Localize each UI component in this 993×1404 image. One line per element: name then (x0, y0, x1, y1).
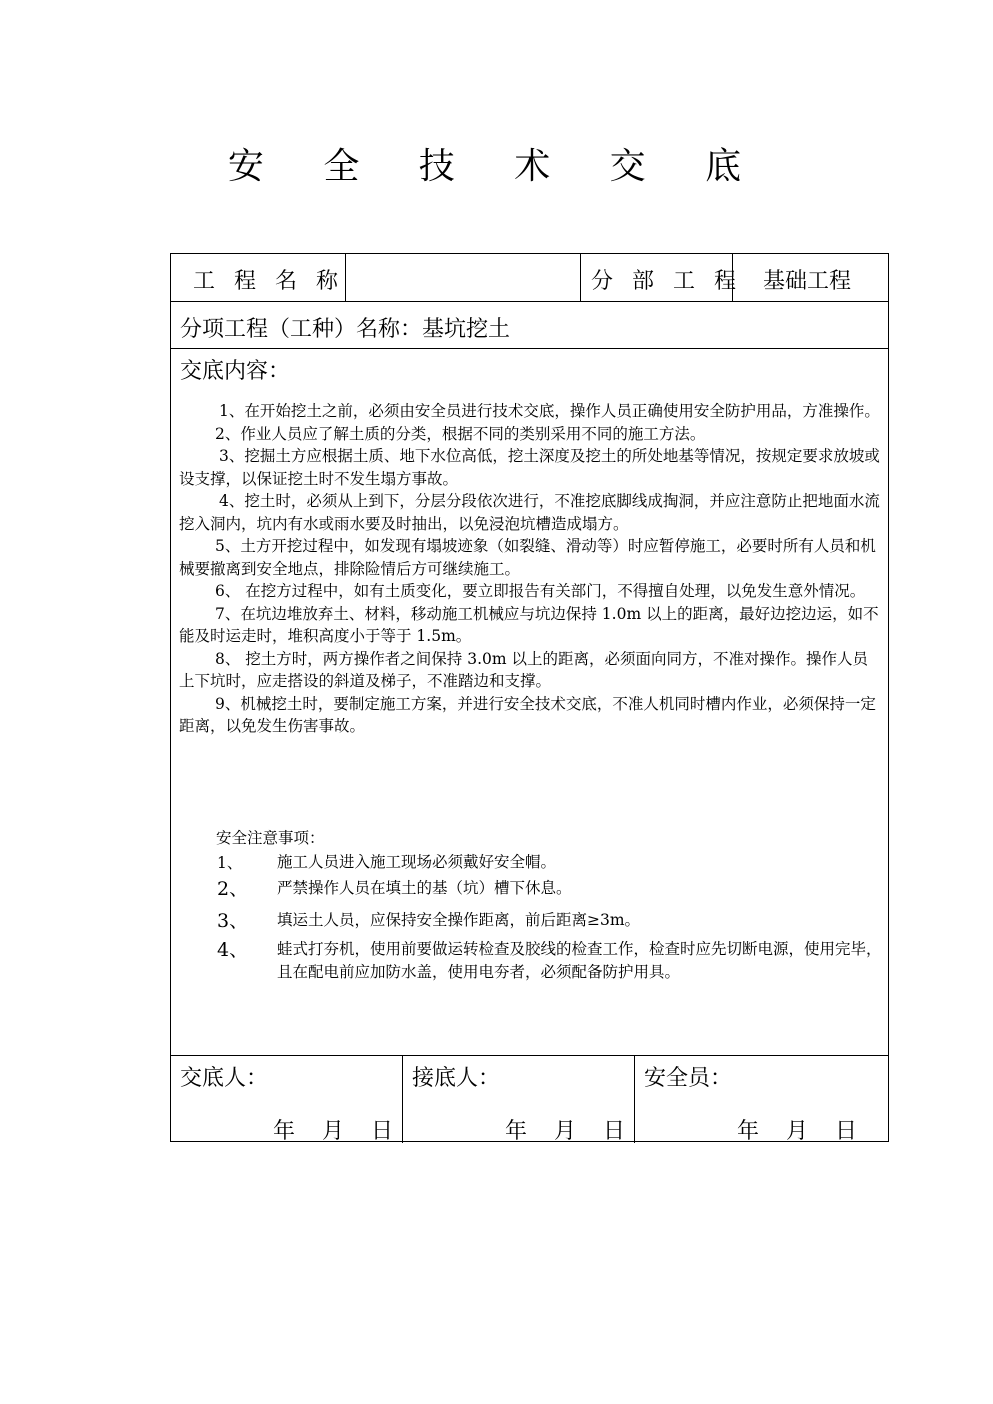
safety-note-text: 施工人员进入施工现场必须戴好安全帽。 (277, 853, 557, 871)
receiver-label: 接底人： (412, 1066, 501, 1091)
safety-note-number: 2、 (217, 878, 249, 900)
content-paragraph: 4、挖土时，必须从上到下，分层分段依次进行，不准挖底脚线成掏洞，并应注意防止把地面水流挖入洞内，坑内有水或雨水要及时抽出，以免浸泡坑槽造成塌方。 (179, 492, 880, 533)
content-paragraph: 9、机械挖土时，要制定施工方案，并进行安全技术交底，不准人机同时槽内作业，必须保持一定距离，以免发生伤害事故。 (179, 694, 876, 735)
column-divider (580, 254, 581, 301)
content-paragraph: 2、作业人员应了解土质的分类，根据不同的类别采用不同的施工方法。 (215, 424, 706, 443)
safety-note-number: 3、 (217, 910, 249, 932)
month-label: 月 (786, 1119, 809, 1144)
document-title: 安 全 技 术 交 底 (227, 146, 766, 187)
receiver-date (505, 1114, 625, 1145)
division-value: 基础工程 (763, 269, 852, 294)
month-label: 月 (322, 1119, 345, 1144)
month-label: 月 (554, 1119, 577, 1144)
safety-note-text: 填运土人员，应保持安全操作距离，前后距离≥3m。 (277, 911, 641, 929)
column-divider (402, 1055, 403, 1143)
content-body (179, 400, 882, 738)
content-paragraph: 7、在坑边堆放弃土、材料，移动施工机械应与坑边保持 1.0m 以上的距离，最好边挖边运，如不能及时运走时，堆积高度小于等于 1.5m。 (179, 604, 879, 645)
project-name-label: 工 程 名 称 (193, 269, 344, 294)
column-divider (345, 254, 346, 301)
content-paragraph: 8、 挖土方时，两方操作者之间保持 3.0m 以上的距离，必须面向同方，不准对操作。操作人员上下坑时，应走搭设的斜道及梯子，不准踏边和支撑。 (179, 649, 868, 690)
day-label: 日 (371, 1119, 394, 1144)
safety-officer-date (737, 1114, 857, 1145)
year-label: 年 (737, 1119, 760, 1144)
disclosure-form (170, 253, 889, 1142)
year-label: 年 (273, 1119, 296, 1144)
content-label: 交底内容： (180, 359, 291, 384)
column-divider (634, 1055, 635, 1143)
subitem-name: 分项工程（工种）名称：基坑挖土 (180, 317, 511, 342)
safety-note-number: 1、 (217, 854, 243, 872)
safety-officer-label: 安全员： (644, 1066, 733, 1091)
safety-note-number: 4、 (217, 939, 249, 961)
content-paragraph: 3、挖掘土方应根据土质、地下水位高低，挖土深度及挖土的所处地基等情况，按规定要求放坡或设支撑，以保证挖土时不发生塌方事故。 (179, 447, 880, 488)
day-label: 日 (835, 1119, 858, 1144)
content-paragraph: 1、在开始挖土之前，必须由安全员进行技术交底，操作人员正确使用安全防护用品，方准操作。 (219, 402, 880, 420)
row-divider (171, 1055, 888, 1056)
year-label: 年 (505, 1119, 528, 1144)
division-label: 分 部 工 程 (591, 269, 742, 294)
discloser-date (273, 1114, 393, 1145)
content-paragraph: 6、 在挖方过程中，如有土质变化，要立即报告有关部门，不得擅自处理，以免发生意外情况。 (215, 582, 866, 600)
safety-notes-label: 安全注意事项： (216, 829, 325, 847)
row-divider (171, 348, 888, 349)
discloser-label: 交底人： (180, 1066, 269, 1091)
safety-note-text: 蛙式打夯机，使用前要做运转检查及胶线的检查工作，检查时应先切断电源，使用完毕，且在配电前应加防水盖，使用电夯者，必须配备防护用具。 (277, 940, 882, 981)
safety-note-text: 严禁操作人员在填土的基（坑）槽下休息。 (277, 879, 572, 897)
day-label: 日 (603, 1119, 626, 1144)
content-paragraph: 5、土方开挖过程中，如发现有塌坡迹象（如裂缝、滑动等）时应暂停施工，必要时所有人员和机械要撤离到安全地点，排除险情后方可继续施工。 (179, 537, 876, 578)
row-divider (171, 301, 888, 302)
